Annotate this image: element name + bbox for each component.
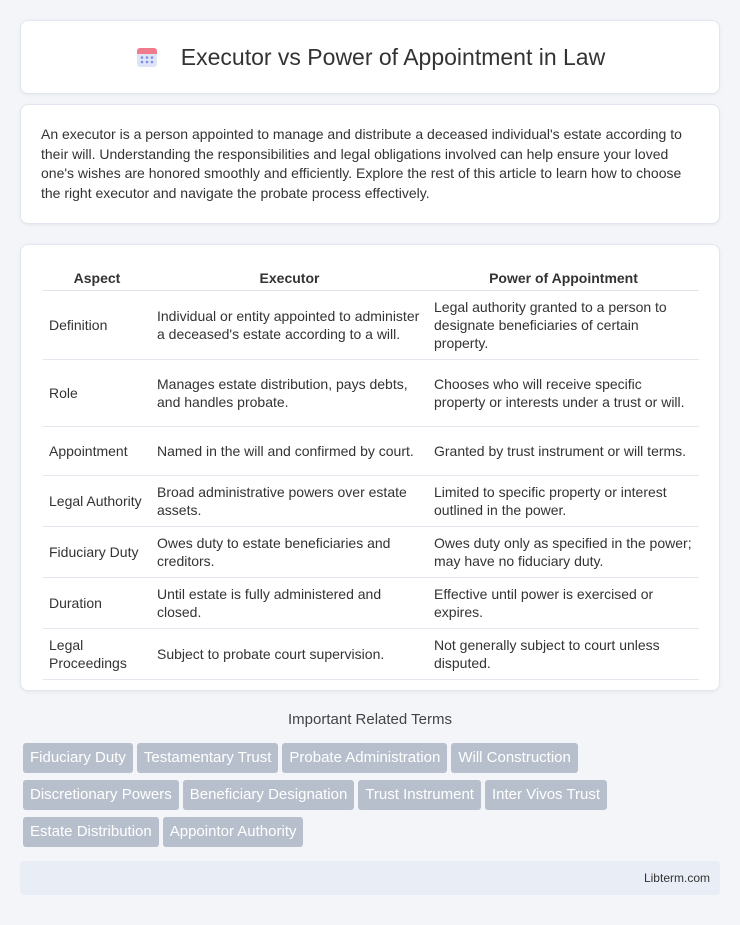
row-aspect: Legal Authority — [43, 475, 151, 526]
related-term-tag[interactable]: Fiduciary Duty — [23, 743, 133, 773]
row-executor: Named in the will and confirmed by court. — [151, 426, 428, 475]
row-executor: Subject to probate court supervision. — [151, 628, 428, 679]
related-terms-title: Important Related Terms — [288, 711, 452, 728]
row-power: Limited to specific property or interest outlined in the power. — [428, 475, 699, 526]
row-power: Legal authority granted to a person to designate beneficiaries of certain property. — [428, 290, 699, 359]
table-row — [43, 526, 699, 577]
row-executor: Broad administrative powers over estate assets. — [151, 475, 428, 526]
related-term-tag[interactable]: Beneficiary Designation — [183, 780, 355, 810]
related-term-tag[interactable]: Trust Instrument — [358, 780, 481, 810]
header-aspect: Aspect — [43, 265, 151, 290]
row-power: Not generally subject to court unless disputed. — [428, 628, 699, 679]
row-aspect: Fiduciary Duty — [43, 526, 151, 577]
table-header-row — [43, 265, 699, 290]
calendar-grid-icon — [135, 45, 159, 69]
related-term-tag[interactable]: Estate Distribution — [23, 817, 159, 847]
intro-card — [20, 104, 720, 224]
footer — [20, 861, 720, 895]
related-term-tag[interactable]: Testamentary Trust — [137, 743, 279, 773]
related-term-tag[interactable]: Probate Administration — [282, 743, 447, 773]
row-power: Effective until power is exercised or expires. — [428, 577, 699, 628]
related-term-tag[interactable]: Inter Vivos Trust — [485, 780, 607, 810]
row-aspect: Duration — [43, 577, 151, 628]
comparison-card — [20, 244, 720, 691]
row-executor: Owes duty to estate beneficiaries and creditors. — [151, 526, 428, 577]
comparison-table — [43, 265, 699, 680]
related-term-tag[interactable]: Will Construction — [451, 743, 578, 773]
related-term-tag[interactable]: Discretionary Powers — [23, 780, 179, 810]
row-executor: Manages estate distribution, pays debts, and handles probate. — [151, 359, 428, 426]
row-power: Granted by trust instrument or will terms. — [428, 426, 699, 475]
footer-site-link[interactable]: Libterm.com — [643, 871, 710, 885]
table-row — [43, 475, 699, 526]
title-card — [20, 20, 720, 94]
table-row — [43, 577, 699, 628]
table-row — [43, 359, 699, 426]
page-title: Executor vs Power of Appointment in Law — [180, 43, 606, 70]
row-power: Chooses who will receive specific property or interests under a trust or will. — [428, 359, 699, 426]
related-terms-list — [23, 743, 723, 854]
intro-text: An executor is a person appointed to manage and distribute a deceased individual's estate according to their will. Understanding the responsibilities and legal obligations involved can help ensure your loved one's wishes are honored smoothly and efficiently. Explore the rest of this article to learn how to choose the right executor and navigate the probate process effectively. — [41, 126, 682, 201]
row-aspect: Role — [43, 359, 151, 426]
related-term-tag[interactable]: Appointor Authority — [163, 817, 304, 847]
row-executor: Individual or entity appointed to administer a deceased's estate according to a will. — [151, 290, 428, 359]
row-aspect: Legal Proceedings — [43, 628, 151, 679]
header-executor: Executor — [151, 265, 428, 290]
table-row — [43, 628, 699, 679]
row-aspect: Appointment — [43, 426, 151, 475]
table-row — [43, 426, 699, 475]
table-row — [43, 290, 699, 359]
row-aspect: Definition — [43, 290, 151, 359]
row-power: Owes duty only as specified in the power; may have no fiduciary duty. — [428, 526, 699, 577]
header-power-of-appointment: Power of Appointment — [428, 265, 699, 290]
row-executor: Until estate is fully administered and closed. — [151, 577, 428, 628]
